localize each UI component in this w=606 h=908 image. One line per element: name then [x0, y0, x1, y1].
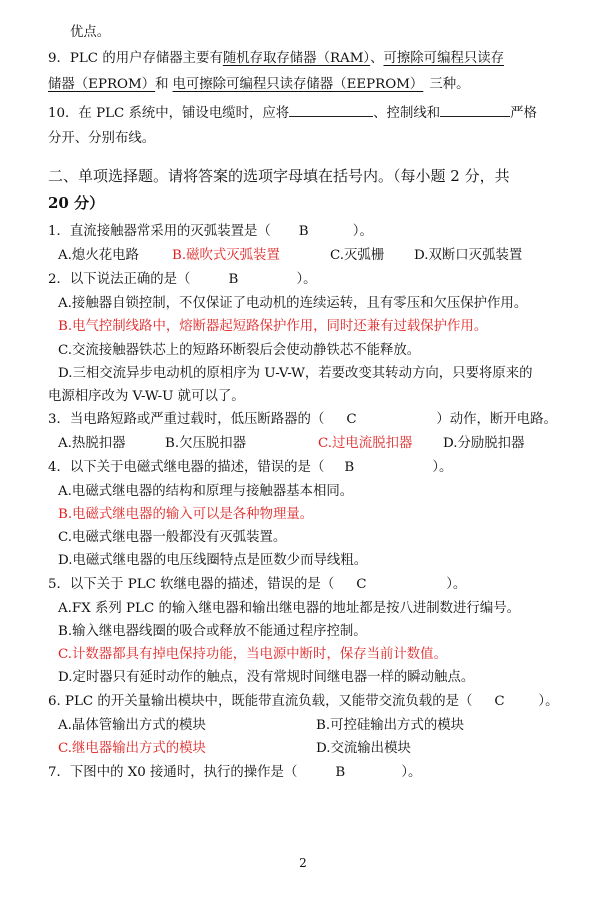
- option-B-correct: B.磁吹式灭弧装置: [172, 248, 280, 263]
- option-B-correct: B.电气控制线路中，熔断器起短路保护作用，同时还兼有过载保护作用。: [58, 319, 488, 334]
- answer-letter: C: [346, 412, 357, 427]
- q9-answer-2: 可擦除可编程只读存: [383, 51, 505, 66]
- option-C-correct: C.继电器输出方式的模块: [58, 741, 206, 756]
- option-C: C.电磁式继电器一般都没有灭弧装置。: [58, 530, 287, 545]
- option-B-correct: B.电磁式继电器的输入可以是各种物理量。: [58, 507, 314, 522]
- question-2-stem: [48, 271, 317, 289]
- option-C: C.交流接触器铁芯上的短路环断裂后会使动静铁芯不能释放。: [58, 343, 421, 358]
- q9-answer-2: 储器（EPROM）: [48, 77, 156, 92]
- q10-text: 严格: [510, 106, 537, 121]
- question-3-stem: [48, 411, 557, 429]
- section-heading: 二、单项选择题。请将答案的选项字母填在括号内。（每小题 2 分，共: [48, 167, 510, 185]
- q9-answer-3: 电可擦除可编程只读存储器（EEPROM）: [172, 77, 424, 92]
- answer-letter: C: [356, 577, 367, 592]
- question-text: 6. PLC 的开关量输出模块中，既能带直流负载，又能带交流负载的是（: [48, 694, 473, 709]
- question-9-line-2: [48, 76, 470, 94]
- text-line: 优点。: [70, 25, 111, 40]
- section-heading-points: 20 分）: [48, 194, 105, 212]
- q10-text: 10．在 PLC 系统中，铺设电缆时，应将: [48, 106, 290, 121]
- question-7-stem: [48, 764, 421, 782]
- option-D: D.双断口灭弧装置: [414, 248, 523, 263]
- option-D-continued: 电源相序改为 V-W-U 就可以了。: [48, 389, 245, 404]
- question-9-line-1: [48, 50, 504, 68]
- question-text: 4．以下关于电磁式继电器的描述，错误的是（: [48, 460, 325, 475]
- answer-letter: B: [335, 765, 346, 780]
- answer-letter: C: [494, 694, 505, 709]
- q9-text: 三种。: [429, 77, 470, 92]
- question-1-stem: [48, 223, 373, 241]
- option-A: A.电磁式继电器的结构和原理与接触器基本相同。: [58, 484, 354, 499]
- answer-letter: B: [228, 272, 239, 287]
- question-text: 7．下图中的 X0 接通时，执行的操作是（: [48, 765, 298, 780]
- option-A: A.晶体管输出方式的模块: [58, 718, 206, 733]
- option-D: D.分励脱扣器: [443, 436, 525, 451]
- option-A: A.接触器自锁控制，不仅保证了电动机的连续运转，且有零压和欠压保护作用。: [58, 296, 528, 311]
- q9-text: 、: [370, 51, 384, 66]
- question-6-stem: [48, 693, 558, 711]
- option-B: B.输入继电器线圈的吸合或释放不能通过程序控制。: [58, 624, 367, 639]
- q9-text: 9．PLC 的用户存储器主要有: [48, 51, 223, 66]
- answer-letter: B: [344, 460, 355, 475]
- q10-text: 、控制线和: [373, 106, 441, 121]
- question-4-stem: [48, 459, 452, 477]
- option-B: B.欠压脱扣器: [165, 436, 247, 451]
- question-text: 2．以下说法正确的是（: [48, 272, 191, 287]
- option-D: D.三相交流异步电动机的原相序为 U-V-W，若要改变其转动方向，只要将原来的: [58, 366, 533, 381]
- question-10-line-2: 分开、分别布线。: [48, 131, 156, 146]
- answer-letter: B: [298, 224, 309, 239]
- q9-text: 和: [155, 77, 169, 92]
- page-number: 2: [299, 856, 307, 870]
- question-text: ）。: [432, 460, 453, 475]
- option-A: A.热脱扣器: [58, 436, 126, 451]
- option-A: A.熄火花电路: [58, 248, 139, 263]
- option-D: D.定时器只有延时动作的触点，没有常规时间继电器一样的瞬动触点。: [58, 670, 475, 685]
- question-text: 3．当电路短路或严重过载时，低压断路器的（: [48, 412, 325, 427]
- question-text: ）。: [352, 224, 373, 239]
- option-D: D.交流输出模块: [316, 741, 411, 756]
- option-C: C.灭弧栅: [330, 248, 385, 263]
- question-text: ）。: [538, 694, 559, 709]
- blank-field[interactable]: [440, 104, 510, 117]
- question-text: ）动作，断开电路。: [436, 412, 557, 427]
- question-10-line-1: [48, 104, 537, 123]
- question-text: 5．以下关于 PLC 软继电器的描述，错误的是（: [48, 577, 335, 592]
- blank-field[interactable]: [289, 104, 373, 117]
- option-D: D.电磁式继电器的电压线圈特点是匝数少而导线粗。: [58, 553, 368, 568]
- question-text: 1．直流接触器常采用的灭弧装置是（: [48, 224, 271, 239]
- option-C-correct: C.过电流脱扣器: [318, 436, 413, 451]
- option-A: A.FX 系列 PLC 的输入继电器和输出继电器的地址都是按八进制数进行编号。: [58, 601, 520, 616]
- question-5-stem: [48, 576, 466, 594]
- question-text: ）。: [446, 577, 467, 592]
- q9-answer-1: 随机存取存储器（RAM）: [222, 51, 371, 66]
- question-text: ）。: [296, 272, 317, 287]
- question-text: ）。: [401, 765, 422, 780]
- option-C-correct: C.计数器都具有掉电保持功能，当电源中断时，保存当前计数值。: [58, 647, 447, 662]
- option-B: B.可控硅输出方式的模块: [316, 718, 465, 733]
